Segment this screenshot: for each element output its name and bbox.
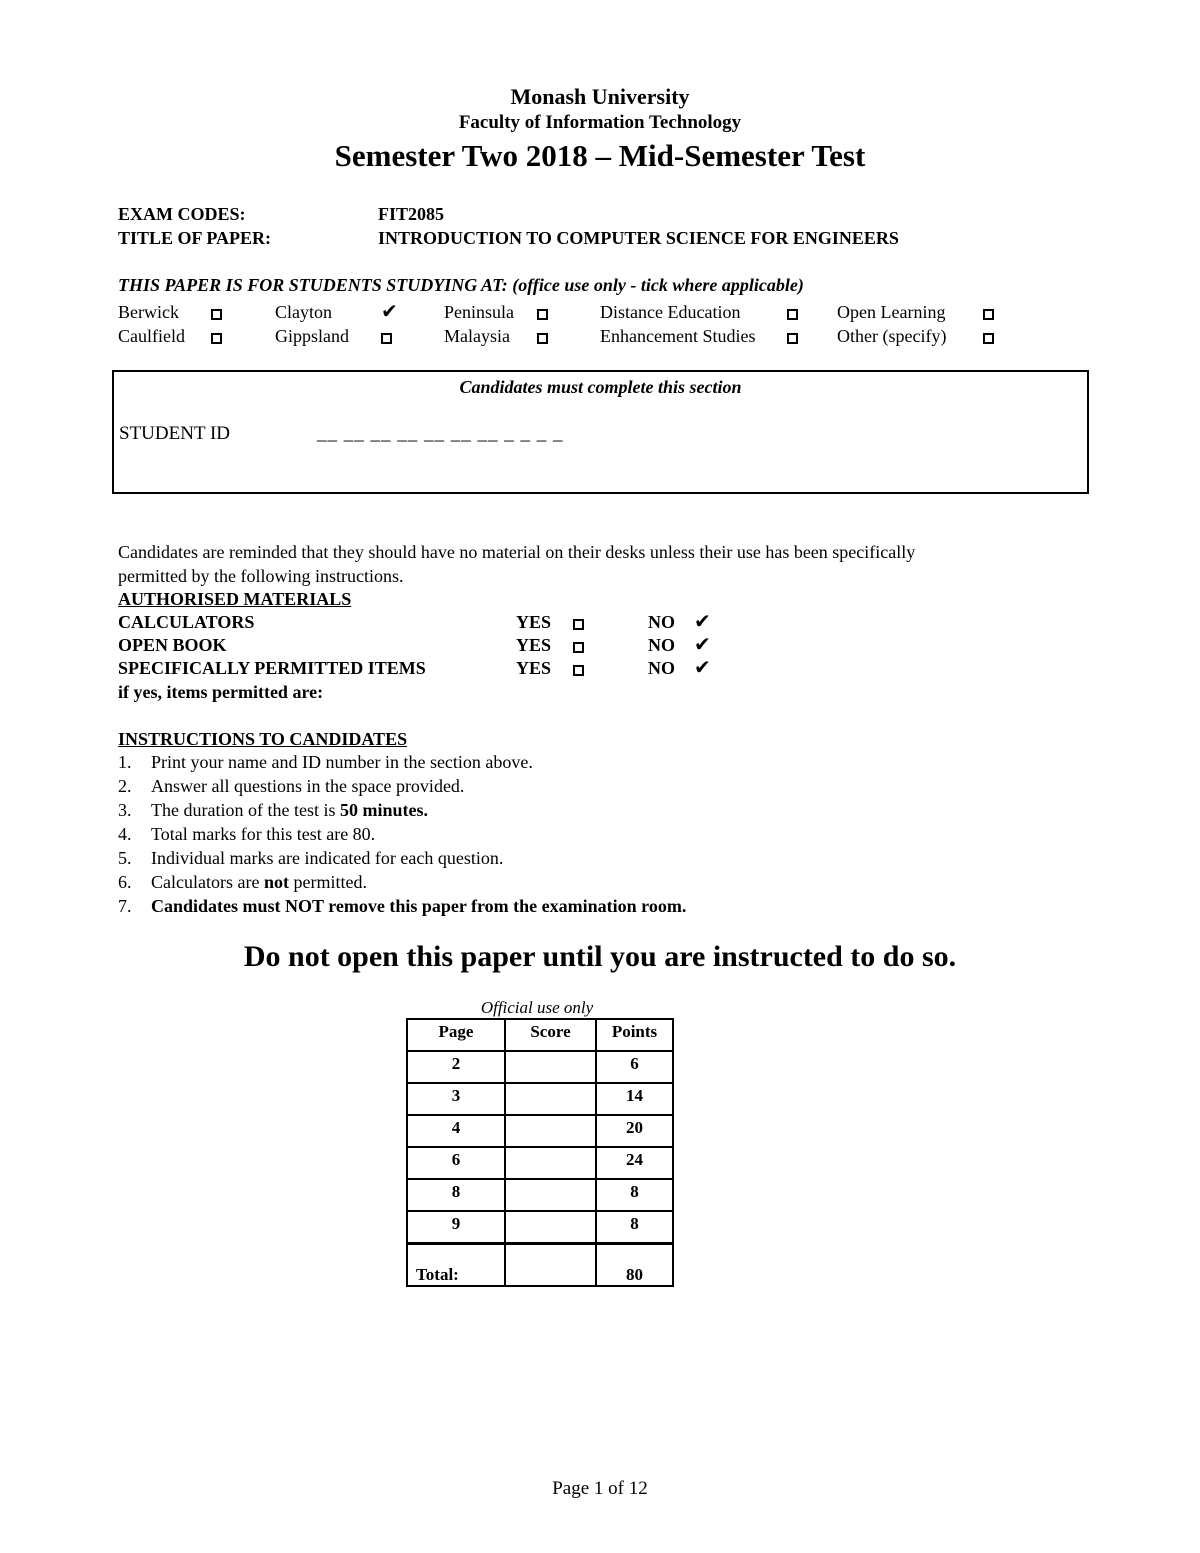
campus-other-specify-checkbox[interactable]	[983, 333, 994, 344]
material-yes-option-open-book[interactable]	[573, 640, 584, 658]
cell-points: 8	[596, 1211, 673, 1244]
campus-caulfield-checkbox[interactable]	[211, 333, 222, 344]
title-of-paper-label: TITLE OF PAPER:	[118, 228, 272, 248]
campus-label-enhancement-studies: Enhancement Studies	[600, 326, 756, 346]
cell-page: 8	[407, 1179, 505, 1211]
instruction-number: 6.	[118, 872, 132, 892]
instruction-number: 5.	[118, 848, 132, 868]
campus-label-clayton: Clayton	[275, 302, 332, 322]
instruction-item	[151, 800, 428, 821]
instruction-item	[151, 872, 367, 893]
campus-malaysia-checkbox[interactable]	[537, 333, 548, 344]
cell-points: 6	[596, 1051, 673, 1083]
material-yes-label: YES	[516, 635, 552, 655]
instruction-text: Calculators are	[151, 872, 264, 892]
material-yes-calculators-checkbox[interactable]	[573, 619, 584, 630]
campus-option-peninsula[interactable]	[537, 307, 548, 325]
material-yes-option-specifically-permitted-items[interactable]	[573, 663, 584, 681]
campus-option-open-learning[interactable]	[983, 307, 994, 325]
cell-page: 9	[407, 1211, 505, 1244]
material-label-open-book: OPEN BOOK	[118, 635, 227, 655]
student-id-label: STUDENT ID	[119, 423, 231, 444]
warning-text: Do not open this paper until you are instructed to do so.	[243, 940, 957, 973]
candidate-section-heading: Candidates must complete this section	[459, 377, 742, 397]
campus-distance-education-checkbox[interactable]	[787, 309, 798, 320]
material-no-specifically-permitted-items-checkmark-icon[interactable]: ✔	[694, 657, 711, 679]
campus-label-other-specify: Other (specify)	[837, 326, 947, 346]
reminder-line-1: Candidates are reminded that they should have no material on their desks unless their use has been specifically	[118, 542, 916, 562]
cell-page: 3	[407, 1083, 505, 1115]
campus-label-open-learning: Open Learning	[837, 302, 946, 322]
campus-option-other-specify[interactable]	[983, 331, 994, 349]
instructions-heading: INSTRUCTIONS TO CANDIDATES	[118, 729, 408, 749]
table-row	[407, 1051, 673, 1083]
campus-option-clayton[interactable]	[381, 302, 398, 323]
campus-option-berwick[interactable]	[211, 307, 222, 325]
cell-points: 8	[596, 1179, 673, 1211]
header-score: Score	[505, 1019, 596, 1051]
material-yes-open-book-checkbox[interactable]	[573, 642, 584, 653]
if-yes-label: if yes, items permitted are:	[118, 682, 324, 702]
instruction-number: 2.	[118, 776, 132, 796]
total-total-label: Total:	[407, 1244, 505, 1287]
instruction-number: 1.	[118, 752, 132, 772]
campus-gippsland-checkbox[interactable]	[381, 333, 392, 344]
cell-page: 2	[407, 1051, 505, 1083]
cell-points: 14	[596, 1083, 673, 1115]
reminder-line-2: permitted by the following instructions.	[118, 566, 404, 586]
authorised-materials-heading: AUTHORISED MATERIALS	[118, 589, 352, 609]
material-no-label: NO	[648, 658, 675, 678]
material-no-option-open-book[interactable]	[694, 635, 711, 656]
material-label-specifically-permitted-items: SPECIFICALLY PERMITTED ITEMS	[118, 658, 426, 678]
instruction-text: Individual marks are indicated for each question.	[151, 848, 504, 868]
table-row	[407, 1147, 673, 1179]
campus-heading: THIS PAPER IS FOR STUDENTS STUDYING AT: (office use only - tick where applicable)	[118, 275, 804, 295]
cell-score[interactable]	[505, 1115, 596, 1147]
cell-points: 20	[596, 1115, 673, 1147]
instruction-text: Print your name and ID number in the section above.	[151, 752, 533, 772]
campus-enhancement-studies-checkbox[interactable]	[787, 333, 798, 344]
instruction-emphasis: not	[263, 872, 289, 892]
campus-peninsula-checkbox[interactable]	[537, 309, 548, 320]
page-number: Page 1 of 12	[552, 1478, 648, 1499]
instruction-number: 3.	[118, 800, 132, 820]
instruction-text: Answer all questions in the space provided.	[151, 776, 465, 796]
candidate-section	[112, 370, 1089, 494]
faculty-name: Faculty of Information Technology	[458, 112, 742, 133]
score-table	[406, 1018, 674, 1287]
campus-label-berwick: Berwick	[118, 302, 179, 322]
campus-label-distance-education: Distance Education	[600, 302, 741, 322]
instruction-number: 4.	[118, 824, 132, 844]
instruction-item	[151, 824, 375, 845]
campus-label-malaysia: Malaysia	[444, 326, 510, 346]
total-total-score[interactable]	[505, 1244, 596, 1287]
instruction-item	[151, 752, 533, 773]
campus-clayton-checkmark-icon[interactable]: ✔	[381, 301, 398, 323]
instruction-number: 7.	[118, 896, 132, 916]
cell-page: 4	[407, 1115, 505, 1147]
material-no-calculators-checkmark-icon[interactable]: ✔	[694, 611, 711, 633]
title-of-paper-value: INTRODUCTION TO COMPUTER SCIENCE FOR ENGINEERS	[378, 228, 899, 248]
cell-page: 6	[407, 1147, 505, 1179]
student-id-field[interactable]: __ __ __ __ __ __ __ _ _ _ _	[317, 423, 564, 444]
cell-score[interactable]	[505, 1211, 596, 1244]
table-row	[407, 1115, 673, 1147]
table-row	[407, 1211, 673, 1244]
campus-open-learning-checkbox[interactable]	[983, 309, 994, 320]
instruction-text: The duration of the test is	[151, 800, 340, 820]
material-no-open-book-checkmark-icon[interactable]: ✔	[694, 634, 711, 656]
university-name: Monash University	[510, 84, 690, 109]
total-total-points: 80	[596, 1244, 673, 1287]
material-no-option-calculators[interactable]	[694, 612, 711, 633]
cell-score[interactable]	[505, 1083, 596, 1115]
campus-option-gippsland[interactable]	[381, 331, 392, 349]
cell-score[interactable]	[505, 1147, 596, 1179]
header-page: Page	[407, 1019, 505, 1051]
table-row	[407, 1083, 673, 1115]
instruction-item	[151, 848, 503, 869]
material-yes-label: YES	[516, 658, 552, 678]
campus-option-enhancement-studies[interactable]	[787, 331, 798, 349]
table-row	[407, 1179, 673, 1211]
material-no-option-specifically-permitted-items[interactable]	[694, 658, 711, 679]
material-yes-specifically-permitted-items-checkbox[interactable]	[573, 665, 584, 676]
cell-score[interactable]	[505, 1051, 596, 1083]
cell-points: 24	[596, 1147, 673, 1179]
total-row	[407, 1244, 673, 1287]
campus-label-caulfield: Caulfield	[118, 326, 185, 346]
instruction-text-end: permitted.	[288, 872, 367, 892]
page-title: Semester Two 2018 – Mid-Semester Test	[334, 138, 866, 173]
campus-label-gippsland: Gippsland	[275, 326, 349, 346]
official-use-caption: Official use only	[480, 998, 594, 1017]
instruction-text: Total marks for this test are 80.	[151, 824, 376, 844]
header-points: Points	[596, 1019, 673, 1051]
instruction-emphasis: 50 minutes.	[339, 800, 428, 820]
campus-label-peninsula: Peninsula	[444, 302, 514, 322]
instruction-emphasis: Candidates must NOT remove this paper from the examination room.	[151, 896, 687, 916]
instruction-item	[151, 776, 464, 797]
cell-score[interactable]	[505, 1179, 596, 1211]
campus-option-malaysia[interactable]	[537, 331, 548, 349]
campus-option-distance-education[interactable]	[787, 307, 798, 325]
material-yes-label: YES	[516, 612, 552, 632]
material-label-calculators: CALCULATORS	[118, 612, 255, 632]
campus-option-caulfield[interactable]	[211, 331, 222, 349]
instruction-item	[151, 896, 686, 917]
exam-codes-label: EXAM CODES:	[118, 204, 246, 224]
campus-berwick-checkbox[interactable]	[211, 309, 222, 320]
exam-codes-value: FIT2085	[378, 204, 445, 224]
material-no-label: NO	[648, 612, 675, 632]
material-no-label: NO	[648, 635, 675, 655]
material-yes-option-calculators[interactable]	[573, 617, 584, 635]
